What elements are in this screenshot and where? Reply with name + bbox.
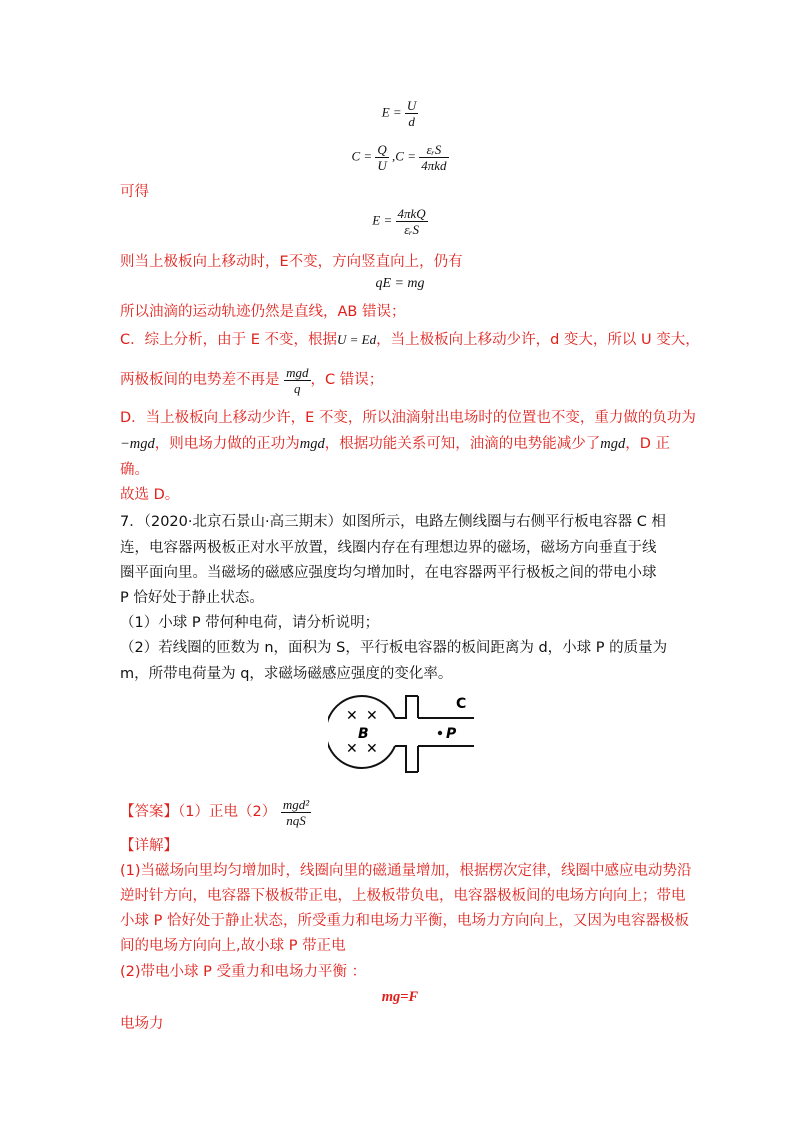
text-segment: ，则电场力做的正功为: [154, 436, 300, 452]
label-c: C: [456, 696, 467, 712]
numerator: mgd²: [282, 796, 310, 812]
inline-formula: mgd: [600, 436, 626, 452]
numerator: εᵣS: [419, 142, 448, 158]
field-cross: ✕: [346, 708, 358, 724]
text-segment: C．综上分析，由于 E 不变，根据: [120, 332, 338, 348]
label-p: P: [446, 726, 457, 742]
text-line: 可得: [120, 184, 149, 200]
detail-line: (2)带电小球 P 受重力和电场力平衡 ：: [120, 964, 367, 980]
inline-formula: −mgd: [120, 436, 155, 452]
field-cross: ✕: [346, 741, 358, 757]
detail-line: 间的电场方向向上,故小球 P 带正电: [120, 938, 346, 954]
denominator: U: [377, 158, 387, 173]
text-segment: 两极板间的电势差不再是: [120, 372, 280, 388]
text-line-c: [120, 330, 700, 350]
question-line: P 恰好处于静止状态。: [120, 590, 264, 606]
text-segment: ，当上极板向上移动少许，d 变大，所以 U 变大，: [376, 332, 700, 348]
detail-line: 小球 P 恰好处于静止状态，所受重力和电场力平衡，电场力方向向上，又因为电容器极板: [120, 913, 689, 929]
answer-label: 【答案】: [120, 804, 178, 820]
numerator: U: [406, 98, 417, 113]
field-cross: ✕: [366, 741, 378, 757]
detail-line: (1)当磁场向里均匀增加时，线圈向里的磁通量增加，根据楞次定律，线圈中感应电动势沿: [120, 863, 692, 879]
text-line: 确。: [120, 462, 149, 478]
label-b: B: [358, 726, 369, 742]
formula-lhs-2: ,C =: [392, 148, 416, 164]
fraction: [375, 142, 388, 173]
text-segment: ，根据功能关系可知，油滴的电势能减少了: [324, 436, 601, 452]
question-line: 圈平面向里。当磁场的磁感应强度均匀增加时，在电容器两平行极板之间的带电小球: [120, 565, 657, 581]
denominator: nqS: [286, 812, 306, 828]
fraction: [396, 206, 428, 237]
question-line: 连，电容器两极板正对水平放置，线圈内存在有理想边界的磁场，磁场方向垂直于线: [120, 540, 657, 556]
formula-lhs: C =: [351, 148, 373, 164]
denominator: q: [294, 380, 301, 396]
answer-text: （1）正电（2）: [178, 804, 277, 820]
answer-line: [120, 792, 680, 832]
inline-fraction: [284, 365, 310, 396]
formula: mg=F: [381, 989, 419, 1005]
formula-lhs: E =: [372, 212, 393, 228]
fraction: [419, 142, 448, 173]
detail-line: 电场力: [120, 1016, 164, 1032]
detail-label: 【详解】: [120, 838, 178, 854]
formula-lhs: E =: [381, 104, 402, 120]
denominator: εᵣS: [404, 222, 420, 237]
denominator: 4πkd: [421, 158, 447, 173]
inline-formula: U = Ed: [337, 332, 377, 347]
question-line: （2）若线圈的匝数为 n，面积为 S，平行板电容器的板间距离为 d，小球 P 的质量为: [120, 640, 668, 656]
denominator: d: [408, 114, 415, 129]
numerator: Q: [377, 142, 387, 157]
formula-qe-mg: [0, 276, 800, 292]
ball-p: [438, 731, 442, 735]
formula-mg-f: [0, 987, 800, 1007]
formula-capacitance: [0, 142, 800, 173]
text-segment: ，C 错误；: [310, 372, 384, 388]
text-line: 则当上极板向上移动时，E不变，方向竖直向上，仍有: [120, 254, 463, 270]
bottom-lead: [395, 746, 418, 772]
inline-formula: mgd: [299, 436, 325, 452]
text-line: D．当上极板向上移动少许，E 不变，所以油滴射出电场时的位置也不变，重力做的负功为: [120, 410, 696, 426]
formula: qE = mg: [375, 276, 425, 291]
question-line: 7．（2020·北京石景山·高三期末）如图所示，电路左侧线圈与右侧平行板电容器 C 相: [120, 514, 666, 530]
text-line-d2: [120, 434, 680, 454]
field-cross: ✕: [366, 708, 378, 724]
question-line: m，所带电荷量为 q，求磁场磁感应强度的变化率。: [120, 666, 453, 682]
text-line-c2: [120, 360, 680, 400]
text-line: 所以油滴的运动轨迹仍然是直线，AB 错误；: [120, 304, 406, 320]
answer-fraction: [281, 797, 311, 828]
formula-e-u-d: [0, 98, 800, 129]
fraction: [405, 98, 418, 129]
top-lead: [395, 696, 418, 718]
formula-e-derived: [0, 206, 800, 237]
numerator: 4πkQ: [397, 206, 426, 221]
question-line: （1）小球 P 带何种电荷，请分析说明；: [120, 615, 380, 631]
numerator: mgd: [286, 364, 309, 380]
text-line: 故选 D。: [120, 487, 180, 503]
circuit-figure: [328, 690, 478, 774]
detail-line: 逆时针方向，电容器下极板带正电，上极板带负电，电容器极板间的电场方向向上；带电: [120, 888, 686, 904]
text-segment: ，D 正: [625, 436, 671, 452]
